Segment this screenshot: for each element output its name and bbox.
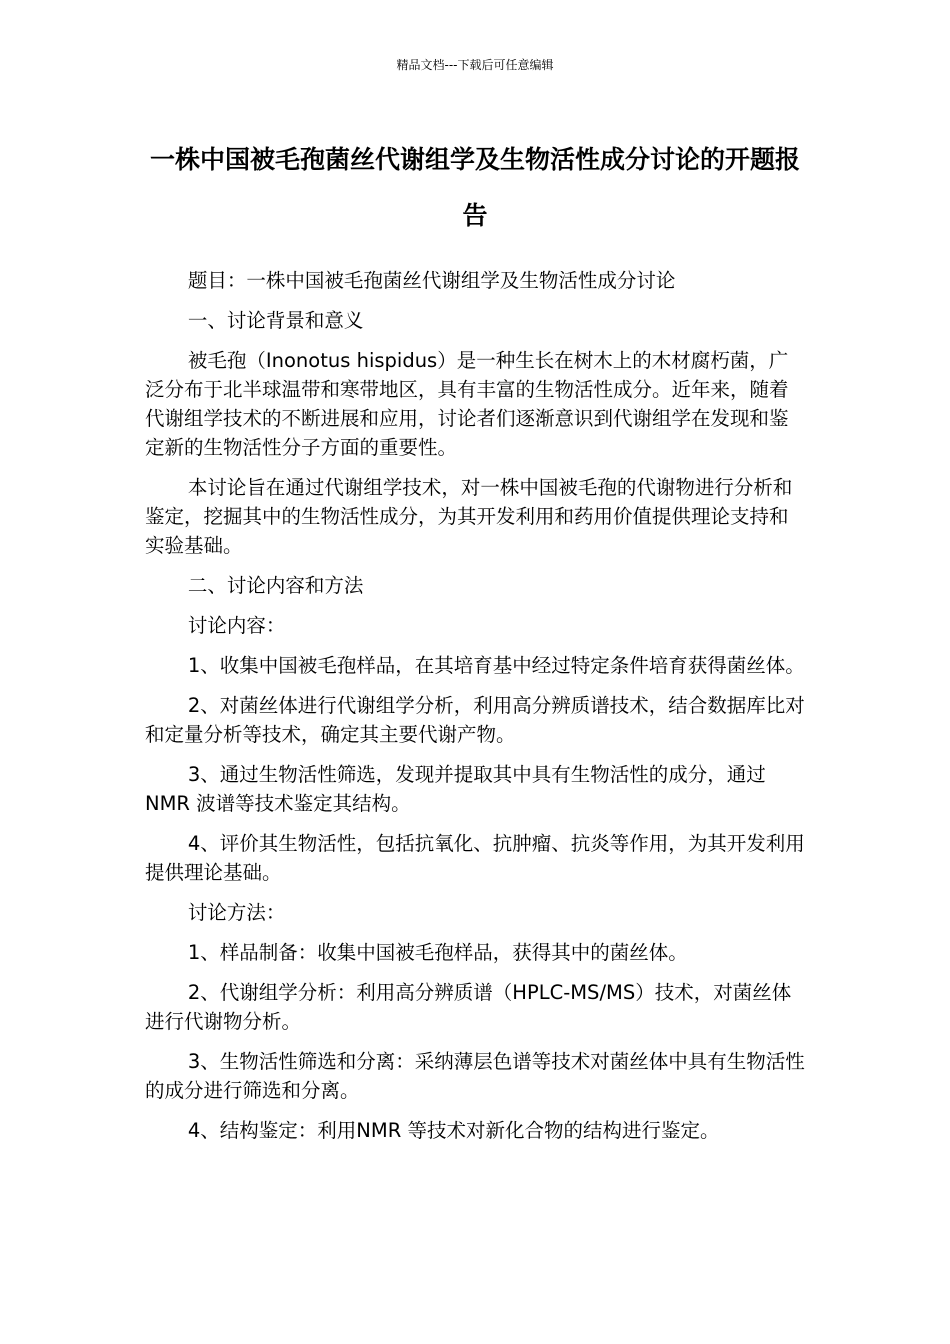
method-item-4: 4、结构鉴定：利用NMR 等技术对新化合物的结构进行鉴定。 [187,1119,720,1142]
page-title: 一株中国被毛孢菌丝代谢组学及生物活性成分讨论的开题报告 [149,145,800,230]
paragraph-purpose: 本讨论旨在通过代谢组学技术，对一株中国被毛孢的代谢物进行分析和鉴定，挖掘其中的生物活性成分，为其开发利用和药用价值提供理论支持和实验基础。 [145,476,793,557]
paragraph-background: 被毛孢（Inonotus hispidus）是一种生长在树木上的木材腐朽菌，广泛分布于北半球温带和寒带地区，具有丰富的生物活性成分。近年来，随着代谢组学技术的不断进展和应用，讨论者们逐渐意识到代谢组学在发现和鉴定新的生物活性分子方面的重要性。 [145,349,789,459]
topic-line: 题目：一株中国被毛孢菌丝代谢组学及生物活性成分讨论 [187,269,676,292]
method-item-3: 3、生物活性筛选和分离：采纳薄层色谱等技术对菌丝体中具有生物活性的成分进行筛选和分离。 [145,1050,805,1102]
content-item-1: 1、收集中国被毛孢样品，在其培育基中经过特定条件培育获得菌丝体。 [187,654,805,677]
content-item-4: 4、评价其生物活性，包括抗氧化、抗肿瘤、抗炎等作用，为其开发利用提供理论基础。 [145,832,805,884]
subheading-methods: 讨论方法： [187,901,286,924]
header-note: 精品文档---下载后可任意编辑 [396,58,554,72]
method-item-2: 2、代谢组学分析：利用高分辨质谱（HPLC-MS/MS）技术，对菌丝体进行代谢物分析。 [145,981,792,1033]
content-item-2: 2、对菌丝体进行代谢组学分析，利用高分辨质谱技术，结合数据库比对和定量分析等技术，确定其主要代谢产物。 [145,694,805,746]
content-item-3: 3、通过生物活性筛选，发现并提取其中具有生物活性的成分，通过NMR 波谱等技术鉴定其结构。 [145,763,766,815]
method-item-1: 1、样品制备：收集中国被毛孢样品，获得其中的菌丝体。 [187,941,688,964]
section-heading-background: 一、讨论背景和意义 [187,309,364,332]
section-heading-content-methods: 二、讨论内容和方法 [187,574,364,597]
subheading-content: 讨论内容： [187,614,286,637]
document-body [145,266,807,1156]
